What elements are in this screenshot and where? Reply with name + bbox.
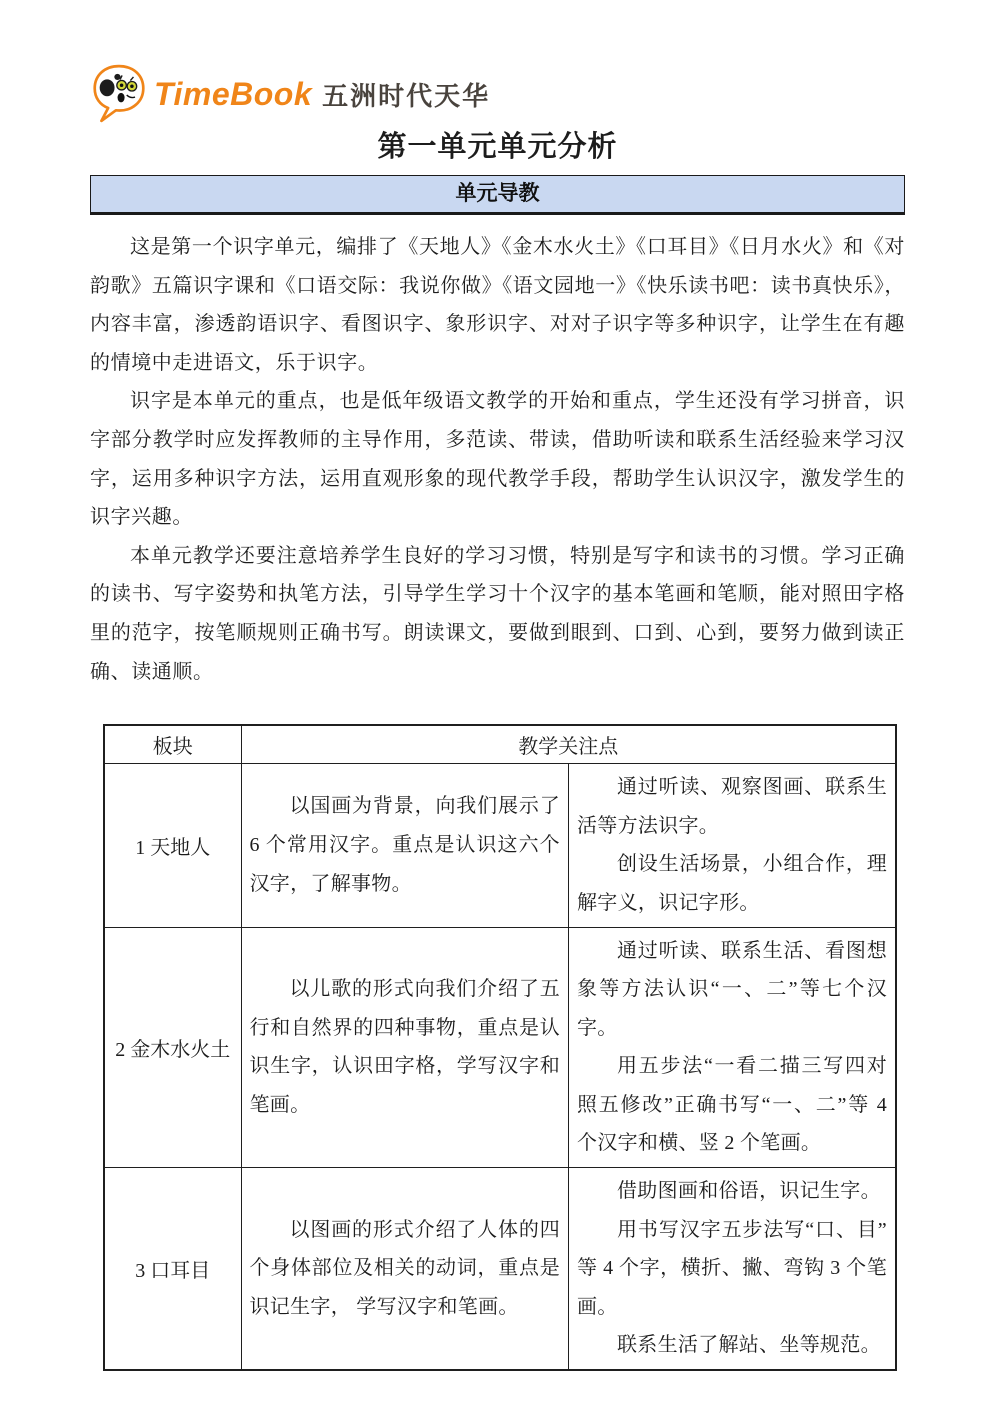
focus-paragraph: 通过听读、观察图画、联系生活等方法识字。 [577,776,887,837]
module-cell: 3 口耳目 [104,1168,241,1370]
table-row [104,927,896,1168]
module-cell: 2 金木水火土 [104,927,241,1168]
description-cell [241,1168,569,1370]
brand-name: TimeBook [154,75,313,112]
logo [90,60,905,128]
focus-paragraph: 用五步法“一看二描三写四对照五修改”正确书写“一、二”等 4 个汉字和横、竖 2 个笔画。 [577,1055,887,1155]
section-header-bar [90,175,905,215]
section-header-label: 单元导教 [455,182,540,205]
page-title: 第一单元单元分析 [377,131,618,163]
header-cell-module: 板块 [104,725,241,764]
description-cell [241,927,569,1168]
focus-cell [569,1168,897,1370]
intro-paragraph: 这是第一个识字单元，编排了《天地人》《金木水火土》《口耳目》《日月水火》和《对韵歌》五篇识字课和《口语交际：我说你做》《语文园地一》《快乐读书吧：读书真快乐》，内容丰富，渗透韵语识字、看图识字、象形识字、对对子识字等多种识字，让学生在有趣的情境中走进语文，乐于识字。 [90,236,905,374]
description-paragraph: 以儿歌的形式向我们介绍了五行和自然界的四种事物，重点是认识生字，认识田字格，学写汉字和笔画。 [249,978,560,1116]
intro-paragraph: 识字是本单元的重点，也是低年级语文教学的开始和重点，学生还没有学习拼音，识字部分教学时应发挥教师的主导作用，多范读、带读，借助听读和联系生活经验来学习汉字，运用多种识字方法，运用直观形象的现代教学手段，帮助学生认识汉字，激发学生的识字兴趣。 [90,390,905,529]
focus-paragraph: 通过听读、联系生活、看图想象等方法认识“一、二”等七个汉字。 [577,939,887,1039]
unit-intro-text [90,228,905,691]
focus-paragraph: 联系生活了解站、坐等规范。 [617,1334,881,1357]
module-cell: 1 天地人 [104,764,241,927]
focus-cell [569,764,897,927]
description-cell [241,764,569,927]
table-row [104,764,896,927]
header-cell-focus: 教学关注点 [241,725,896,764]
teaching-focus-table [103,724,897,1371]
brand-tagline: 五洲时代天华 [322,80,491,111]
table-row [104,1168,896,1370]
description-paragraph: 以国画为背景，向我们展示了 6 个常用汉字。重点是认识这六个汉字，了解事物。 [249,795,560,895]
intro-paragraph: 本单元教学还要注意培养学生良好的学习习惯，特别是写字和读书的习惯。学习正确的读书、写字姿势和执笔方法，引导学生学习十个汉字的基本笔画和笔顺，能对照田字格里的范字，按笔顺规则正确书写。朗读课文，要做到眼到、口到、心到，要努力做到读正确、读通顺。 [90,544,905,683]
table-header-row [104,725,896,764]
focus-paragraph: 创设生活场景，小组合作，理解字义，识记字形。 [577,853,887,914]
description-paragraph: 以图画的形式介绍了人体的四个身体部位及相关的动词，重点是识记生字， 学写汉字和笔画。 [249,1218,560,1318]
timebook-mascot-icon [90,63,148,125]
focus-cell [569,927,897,1168]
focus-paragraph: 借助图画和俗语，识记生字。 [617,1180,881,1203]
focus-paragraph: 用书写汉字五步法写“口、目”等 4 个字，横折、撇、弯钩 3 个笔画。 [577,1218,887,1318]
